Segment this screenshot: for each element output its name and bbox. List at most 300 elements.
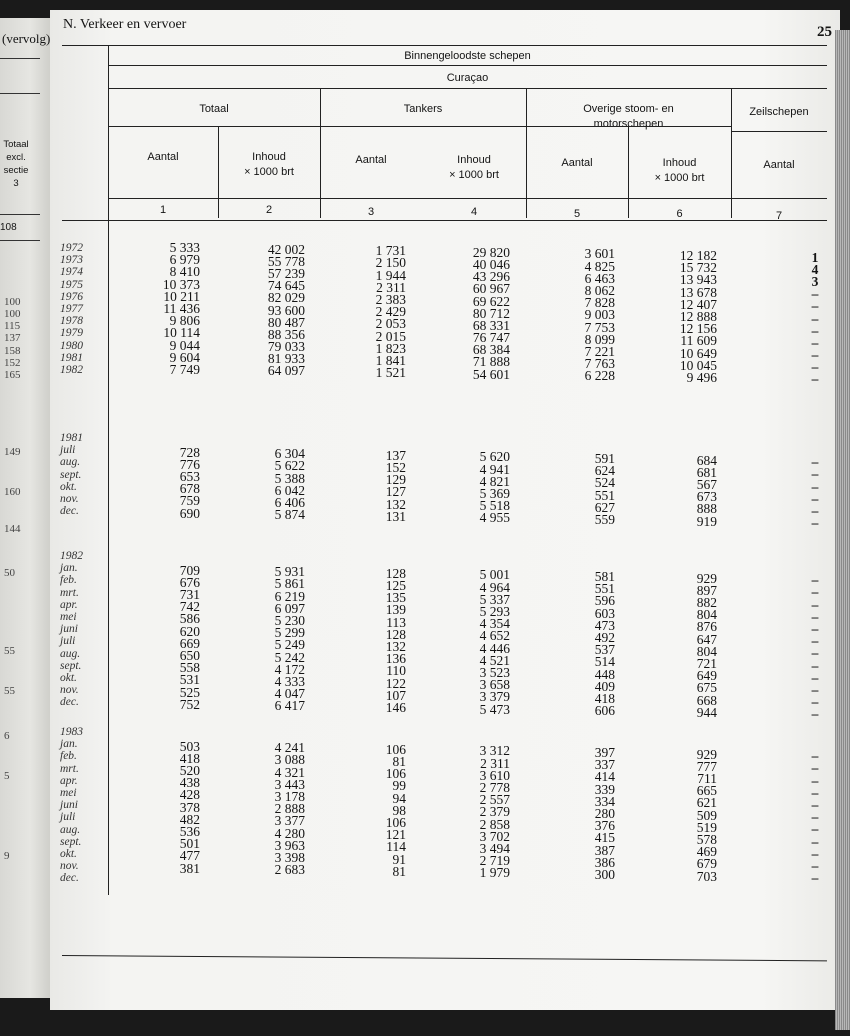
table-cell: 4 321 <box>274 764 305 780</box>
left-page-col-number: 108 <box>0 222 17 233</box>
table-cell: 596 <box>594 593 615 609</box>
table-cell: 54 601 <box>472 366 510 382</box>
table-cell: 81 <box>392 863 406 879</box>
table-cell: 5 874 <box>274 507 305 523</box>
table-cell: 536 <box>179 823 200 839</box>
table-cell: 7 753 <box>584 319 615 335</box>
month-label: juni <box>60 623 78 636</box>
column-3 <box>385 447 406 524</box>
table-cell: 742 <box>179 599 200 615</box>
table-cell: 88 356 <box>267 326 305 342</box>
table-cell: 387 <box>594 842 615 858</box>
table-cell: – <box>811 334 819 350</box>
table-cell: 2 311 <box>376 279 406 295</box>
table-cell: 76 747 <box>472 330 510 346</box>
table-cell: 944 <box>696 704 717 720</box>
table-cell: 397 <box>594 745 615 761</box>
table-cell: 1 841 <box>375 352 406 368</box>
table-cell: 12 407 <box>679 296 717 312</box>
table-cell: 82 029 <box>267 290 305 306</box>
table-cell: 621 <box>696 795 717 811</box>
table-cell: 5 388 <box>274 470 305 486</box>
month-label: aug. <box>60 823 81 836</box>
table-cell: 684 <box>696 452 717 468</box>
table-cell: 3 <box>811 273 819 289</box>
table-cell: 280 <box>594 805 615 821</box>
year-label: 1978 <box>60 315 83 328</box>
table-cell: – <box>811 796 819 812</box>
table-cell: 5 299 <box>274 625 305 641</box>
table-cell: 752 <box>179 696 200 712</box>
table-cell: 586 <box>179 611 200 627</box>
header-line: Inhoud <box>252 151 286 163</box>
table-cell: 12 156 <box>679 321 717 337</box>
table-cell: 8 062 <box>584 282 615 298</box>
table-cell: 473 <box>594 617 615 633</box>
header-line: Overige stoom- en <box>583 103 674 115</box>
column-7 <box>808 750 822 884</box>
table-cell: 503 <box>179 738 200 754</box>
table-cell: 6 219 <box>274 588 305 604</box>
header-inhoud-2 <box>218 150 320 180</box>
table-cell: – <box>811 809 819 825</box>
table-cell: 4 652 <box>479 628 510 644</box>
col-number-3: 3 <box>367 206 375 218</box>
table-cell: 71 888 <box>472 354 510 370</box>
col-number-7: 7 <box>775 210 783 222</box>
table-cell: 93 600 <box>267 302 305 318</box>
table-cell: 4 354 <box>479 616 510 632</box>
header-totaal: Totaal <box>199 103 229 115</box>
year-label: 1976 <box>60 290 83 303</box>
table-cell: 603 <box>594 605 615 621</box>
table-cell: 4 964 <box>479 579 510 595</box>
table-cell: – <box>811 681 819 697</box>
col-number-4: 4 <box>470 206 478 218</box>
table-cell: 482 <box>179 811 200 827</box>
divider <box>731 131 827 132</box>
table-cell: – <box>811 645 819 661</box>
table-cell: 3 601 <box>584 246 615 262</box>
table-cell: 5 861 <box>274 576 305 592</box>
table-cell: 106 <box>385 766 406 782</box>
table-cell: 6 304 <box>274 446 305 462</box>
left-page-fragment <box>0 18 50 998</box>
month-label: sept. <box>60 659 82 672</box>
table-cell: 929 <box>696 570 717 586</box>
table-cell: 2 379 <box>479 804 510 820</box>
row-labels <box>60 432 83 517</box>
month-label: okt. <box>60 847 77 860</box>
table-cell: 5 518 <box>479 498 510 514</box>
year-label: 1981 <box>60 351 83 364</box>
table-cell: 676 <box>179 574 200 590</box>
left-page-value: 137 <box>4 332 21 344</box>
table-cell: 1 823 <box>375 340 406 356</box>
month-label: sept. <box>60 468 82 481</box>
table-cell: 711 <box>697 771 717 786</box>
table-cell: – <box>811 870 819 886</box>
page-number: 25 <box>817 24 832 40</box>
month-label: feb. <box>60 750 77 763</box>
table-cell: 627 <box>594 499 615 515</box>
month-label: apr. <box>60 598 78 611</box>
table-cell: 679 <box>696 856 717 872</box>
table-cell: – <box>811 347 819 363</box>
table-cell: 6 042 <box>274 482 305 498</box>
table-cell: 804 <box>696 643 717 659</box>
month-label: okt. <box>60 671 77 684</box>
table-cell: 882 <box>696 595 717 610</box>
table-cell: 551 <box>594 487 615 503</box>
table-cell: 804 <box>696 607 717 623</box>
table-cell: 68 331 <box>472 317 510 333</box>
column-4 <box>480 451 510 524</box>
table-cell: 669 <box>179 635 200 651</box>
table-cell: 5 230 <box>274 612 305 628</box>
table-cell: – <box>811 633 819 649</box>
table-cell: 524 <box>594 475 615 491</box>
document-page <box>50 10 840 1010</box>
table-cell: – <box>811 310 819 326</box>
table-cell: 2 053 <box>375 316 406 332</box>
table-cell: 3 658 <box>479 677 510 693</box>
column-5 <box>585 248 615 382</box>
table-cell: 551 <box>594 581 615 597</box>
month-label: dec. <box>60 696 79 709</box>
table-cell: 127 <box>385 484 406 500</box>
table-cell: 678 <box>179 481 200 497</box>
table-cell: 4 521 <box>479 652 510 668</box>
table-cell: 2 429 <box>375 304 406 320</box>
table-cell: 40 046 <box>472 256 510 272</box>
year-label: 1977 <box>60 302 83 315</box>
month-label: mei <box>60 610 77 623</box>
table-cell: 5 242 <box>274 649 305 665</box>
header-line: × 1000 brt <box>654 172 705 184</box>
table-cell: 3 610 <box>479 767 510 783</box>
header-curacao: Curaçao <box>446 72 489 84</box>
table-cell: 606 <box>594 703 615 719</box>
left-page-value: 144 <box>4 523 21 535</box>
table-cell: 1 <box>811 249 819 265</box>
col-number-6: 6 <box>676 208 683 220</box>
left-page-value: 55 <box>4 645 15 657</box>
header-tankers: Tankers <box>403 103 443 115</box>
column-1 <box>163 242 200 376</box>
table-cell: 3 494 <box>479 840 510 856</box>
table-cell: 106 <box>385 814 406 830</box>
left-page-value: 100 <box>4 296 21 308</box>
table-cell: 139 <box>385 602 406 618</box>
column-6 <box>696 570 717 720</box>
table-cell: 9 604 <box>169 349 200 365</box>
table-cell: 91 <box>392 851 406 867</box>
table-cell: 5 622 <box>274 458 305 474</box>
table-cell: 519 <box>696 819 717 835</box>
table-cell: 653 <box>179 469 200 484</box>
column-6 <box>680 250 717 384</box>
table-cell: 7 749 <box>169 361 200 377</box>
left-page-value: 160 <box>4 486 21 498</box>
table-cell: 681 <box>696 464 717 480</box>
table-cell: 334 <box>594 793 615 809</box>
header-line: × 1000 brt <box>449 169 499 181</box>
column-3 <box>385 741 406 879</box>
table-cell: 414 <box>594 769 615 785</box>
year-label: 1974 <box>60 266 83 279</box>
table-cell: 125 <box>385 578 406 594</box>
table-cell: – <box>811 359 819 375</box>
table-cell: – <box>811 596 819 612</box>
table-cell: 80 487 <box>267 314 305 330</box>
header-aantal-7: Aantal <box>763 159 795 171</box>
table-cell: 10 373 <box>162 276 200 292</box>
table-cell: 128 <box>385 565 406 581</box>
table-cell: – <box>811 515 819 531</box>
column-2 <box>267 241 305 379</box>
table-cell: 3 312 <box>479 743 510 759</box>
table-cell: 3 088 <box>274 752 305 768</box>
table-cell: 578 <box>696 831 717 847</box>
table-cell: 2 888 <box>274 801 305 817</box>
table-cell: – <box>811 657 819 673</box>
table-cell: 29 820 <box>472 244 510 260</box>
left-page-value: 149 <box>4 446 21 458</box>
table-cell: 501 <box>179 836 200 852</box>
table-cell: 5 369 <box>479 486 510 501</box>
month-label: okt. <box>60 480 77 493</box>
table-cell: 888 <box>696 501 717 517</box>
section-title: N. Verkeer en vervoer <box>63 17 187 32</box>
column-6 <box>696 452 717 529</box>
table-cell: 649 <box>696 668 717 684</box>
table-cell: – <box>811 772 819 788</box>
table-cell: 121 <box>385 827 406 843</box>
table-cell: 113 <box>386 614 406 630</box>
left-page-title: (vervolg) <box>2 31 50 46</box>
table-cell: 106 <box>385 741 406 757</box>
table-cell: – <box>811 298 819 314</box>
table-cell: 4 333 <box>274 673 305 689</box>
table-cell: 4 <box>811 261 819 277</box>
column-4 <box>472 244 510 382</box>
table-cell: – <box>811 821 819 837</box>
month-label: mrt. <box>60 762 79 775</box>
month-label: jan. <box>60 562 78 575</box>
table-cell: 13 678 <box>679 284 717 300</box>
table-cell: 10 114 <box>163 325 200 341</box>
table-cell: 3 398 <box>274 849 305 865</box>
table-cell: 8 410 <box>169 264 200 280</box>
table-cell: 2 719 <box>479 853 510 869</box>
month-label: aug. <box>60 647 81 660</box>
table-cell: 386 <box>594 854 615 870</box>
header-aantal-5: Aantal <box>561 157 593 169</box>
table-cell: 10 045 <box>679 357 717 373</box>
table-cell: 581 <box>594 569 615 585</box>
column-5 <box>595 747 615 881</box>
column-5 <box>595 453 615 526</box>
table-cell: 469 <box>696 844 717 860</box>
table-cell: 1 521 <box>375 365 406 381</box>
header-line: Inhoud <box>457 154 491 166</box>
month-label: mei <box>60 786 77 799</box>
table-cell: 668 <box>696 692 717 708</box>
table-cell: – <box>811 371 819 387</box>
header-bottom-rule <box>62 220 827 221</box>
col-number-1: 1 <box>159 204 167 216</box>
table-cell: 42 002 <box>267 241 305 257</box>
column-4 <box>480 745 510 879</box>
left-page-value: 158 <box>4 345 21 357</box>
column-2 <box>275 742 305 876</box>
table-cell: 300 <box>594 866 615 882</box>
left-page-value: 100 <box>4 308 21 320</box>
divider <box>0 58 40 59</box>
header-aantal-1: Aantal <box>147 151 179 163</box>
column-7 <box>808 574 822 720</box>
table-cell: 6 097 <box>274 600 305 616</box>
table-cell: 2 311 <box>480 755 510 771</box>
table-cell: 6 228 <box>584 368 615 384</box>
table-cell: 525 <box>179 684 200 700</box>
header-line: motorschepen <box>593 118 664 130</box>
year-label: 1979 <box>60 327 83 340</box>
table-cell: 129 <box>385 472 406 488</box>
table-cell: – <box>811 608 819 624</box>
month-label: mrt. <box>60 586 79 599</box>
header-line: sectie <box>3 165 29 176</box>
header-inhoud-4 <box>422 153 526 183</box>
table-cell: 5 337 <box>479 591 510 607</box>
table-cell: 3 523 <box>479 664 510 680</box>
table-cell: 378 <box>179 799 200 815</box>
table-cell: 929 <box>696 746 717 762</box>
header-line: Totaal <box>3 139 29 150</box>
table-cell: 3 377 <box>274 813 305 829</box>
month-label: juni <box>60 799 78 812</box>
month-label: dec. <box>60 872 79 885</box>
table-cell: – <box>811 784 819 800</box>
table-cell: 2 778 <box>479 780 510 795</box>
table-cell: 74 645 <box>267 278 305 294</box>
table-cell: 55 778 <box>267 253 305 269</box>
year-label: 1982 <box>60 550 83 562</box>
table-cell: – <box>811 454 819 470</box>
table-cell: 12 182 <box>679 248 717 263</box>
table-cell: 520 <box>179 763 200 778</box>
table-cell: 537 <box>594 642 615 658</box>
table-cell: 132 <box>385 496 406 512</box>
table-cell: 98 <box>392 802 406 818</box>
table-cell: 6 979 <box>169 252 200 268</box>
table-cell: 6 417 <box>274 698 305 714</box>
table-cell: 122 <box>385 675 406 691</box>
table-cell: 5 333 <box>169 240 200 255</box>
table-cell: 9 806 <box>169 313 200 329</box>
left-page-value: 165 <box>4 369 21 381</box>
table-cell: 43 296 <box>472 269 510 285</box>
table-cell: 15 732 <box>679 260 717 276</box>
table-cell: 1 979 <box>479 865 510 881</box>
column-2 <box>275 448 305 521</box>
column-5 <box>595 571 615 717</box>
table-cell: 1 731 <box>375 243 406 259</box>
table-cell: 4 821 <box>479 473 510 489</box>
table-cell: 531 <box>179 672 200 688</box>
table-cell: 438 <box>179 775 200 791</box>
table-cell: 415 <box>594 830 615 846</box>
table-cell: 477 <box>179 848 200 864</box>
table-cell: 135 <box>385 590 406 606</box>
table-cell: 5 293 <box>479 604 510 619</box>
table-cell: 5 931 <box>274 564 305 580</box>
month-label: aug. <box>60 456 81 469</box>
table-cell: 2 683 <box>274 862 305 878</box>
table-cell: 9 496 <box>686 369 717 385</box>
table-cell: 559 <box>594 511 615 527</box>
table-cell: 8 099 <box>584 331 615 347</box>
table-cell: 110 <box>386 663 406 679</box>
table-cell: – <box>811 694 819 710</box>
table-cell: 492 <box>594 629 615 645</box>
table-cell: 665 <box>696 783 717 799</box>
table-cell: 4 941 <box>479 461 510 477</box>
table-cell: 7 828 <box>584 295 615 311</box>
table-cell: 5 620 <box>479 449 510 465</box>
left-page-value: 55 <box>4 685 15 697</box>
table-cell: 647 <box>696 631 717 647</box>
header-aantal-3: Aantal <box>355 154 387 166</box>
table-cell: – <box>811 706 819 722</box>
table-cell: 776 <box>179 456 200 472</box>
table-cell: 132 <box>385 638 406 654</box>
table-bottom-rule <box>62 955 827 961</box>
col-number-5: 5 <box>573 208 581 220</box>
table-cell: 418 <box>594 690 615 706</box>
left-page-value: 115 <box>4 320 21 332</box>
table-cell: 675 <box>696 680 717 696</box>
year-label: 1982 <box>60 363 83 376</box>
header-line: 3 <box>13 178 19 189</box>
table-cell: – <box>811 833 819 849</box>
table-cell: – <box>811 857 819 873</box>
year-label: 1981 <box>60 432 83 444</box>
table-cell: 9 044 <box>169 337 200 353</box>
month-label: dec. <box>60 505 79 518</box>
month-label: jan. <box>60 738 78 751</box>
month-label: nov. <box>60 860 79 873</box>
table-cell: 3 178 <box>274 788 305 804</box>
table-cell: – <box>811 502 819 518</box>
left-page-value: 9 <box>4 850 10 862</box>
table-cell: 428 <box>179 787 200 803</box>
table-cell: – <box>811 760 819 776</box>
table-cell: 9 003 <box>584 307 615 323</box>
year-label: 1973 <box>60 254 83 267</box>
month-label: juli <box>60 635 76 648</box>
table-cell: – <box>811 322 819 338</box>
table-cell: 6 463 <box>584 270 615 286</box>
header-line: Inhoud <box>662 157 697 169</box>
table-cell: 12 888 <box>679 308 717 324</box>
table-cell: 728 <box>179 444 200 460</box>
column-1 <box>179 738 200 876</box>
table-cell: 703 <box>696 868 717 884</box>
header-line: excl. <box>6 152 26 163</box>
column-3 <box>376 245 406 379</box>
